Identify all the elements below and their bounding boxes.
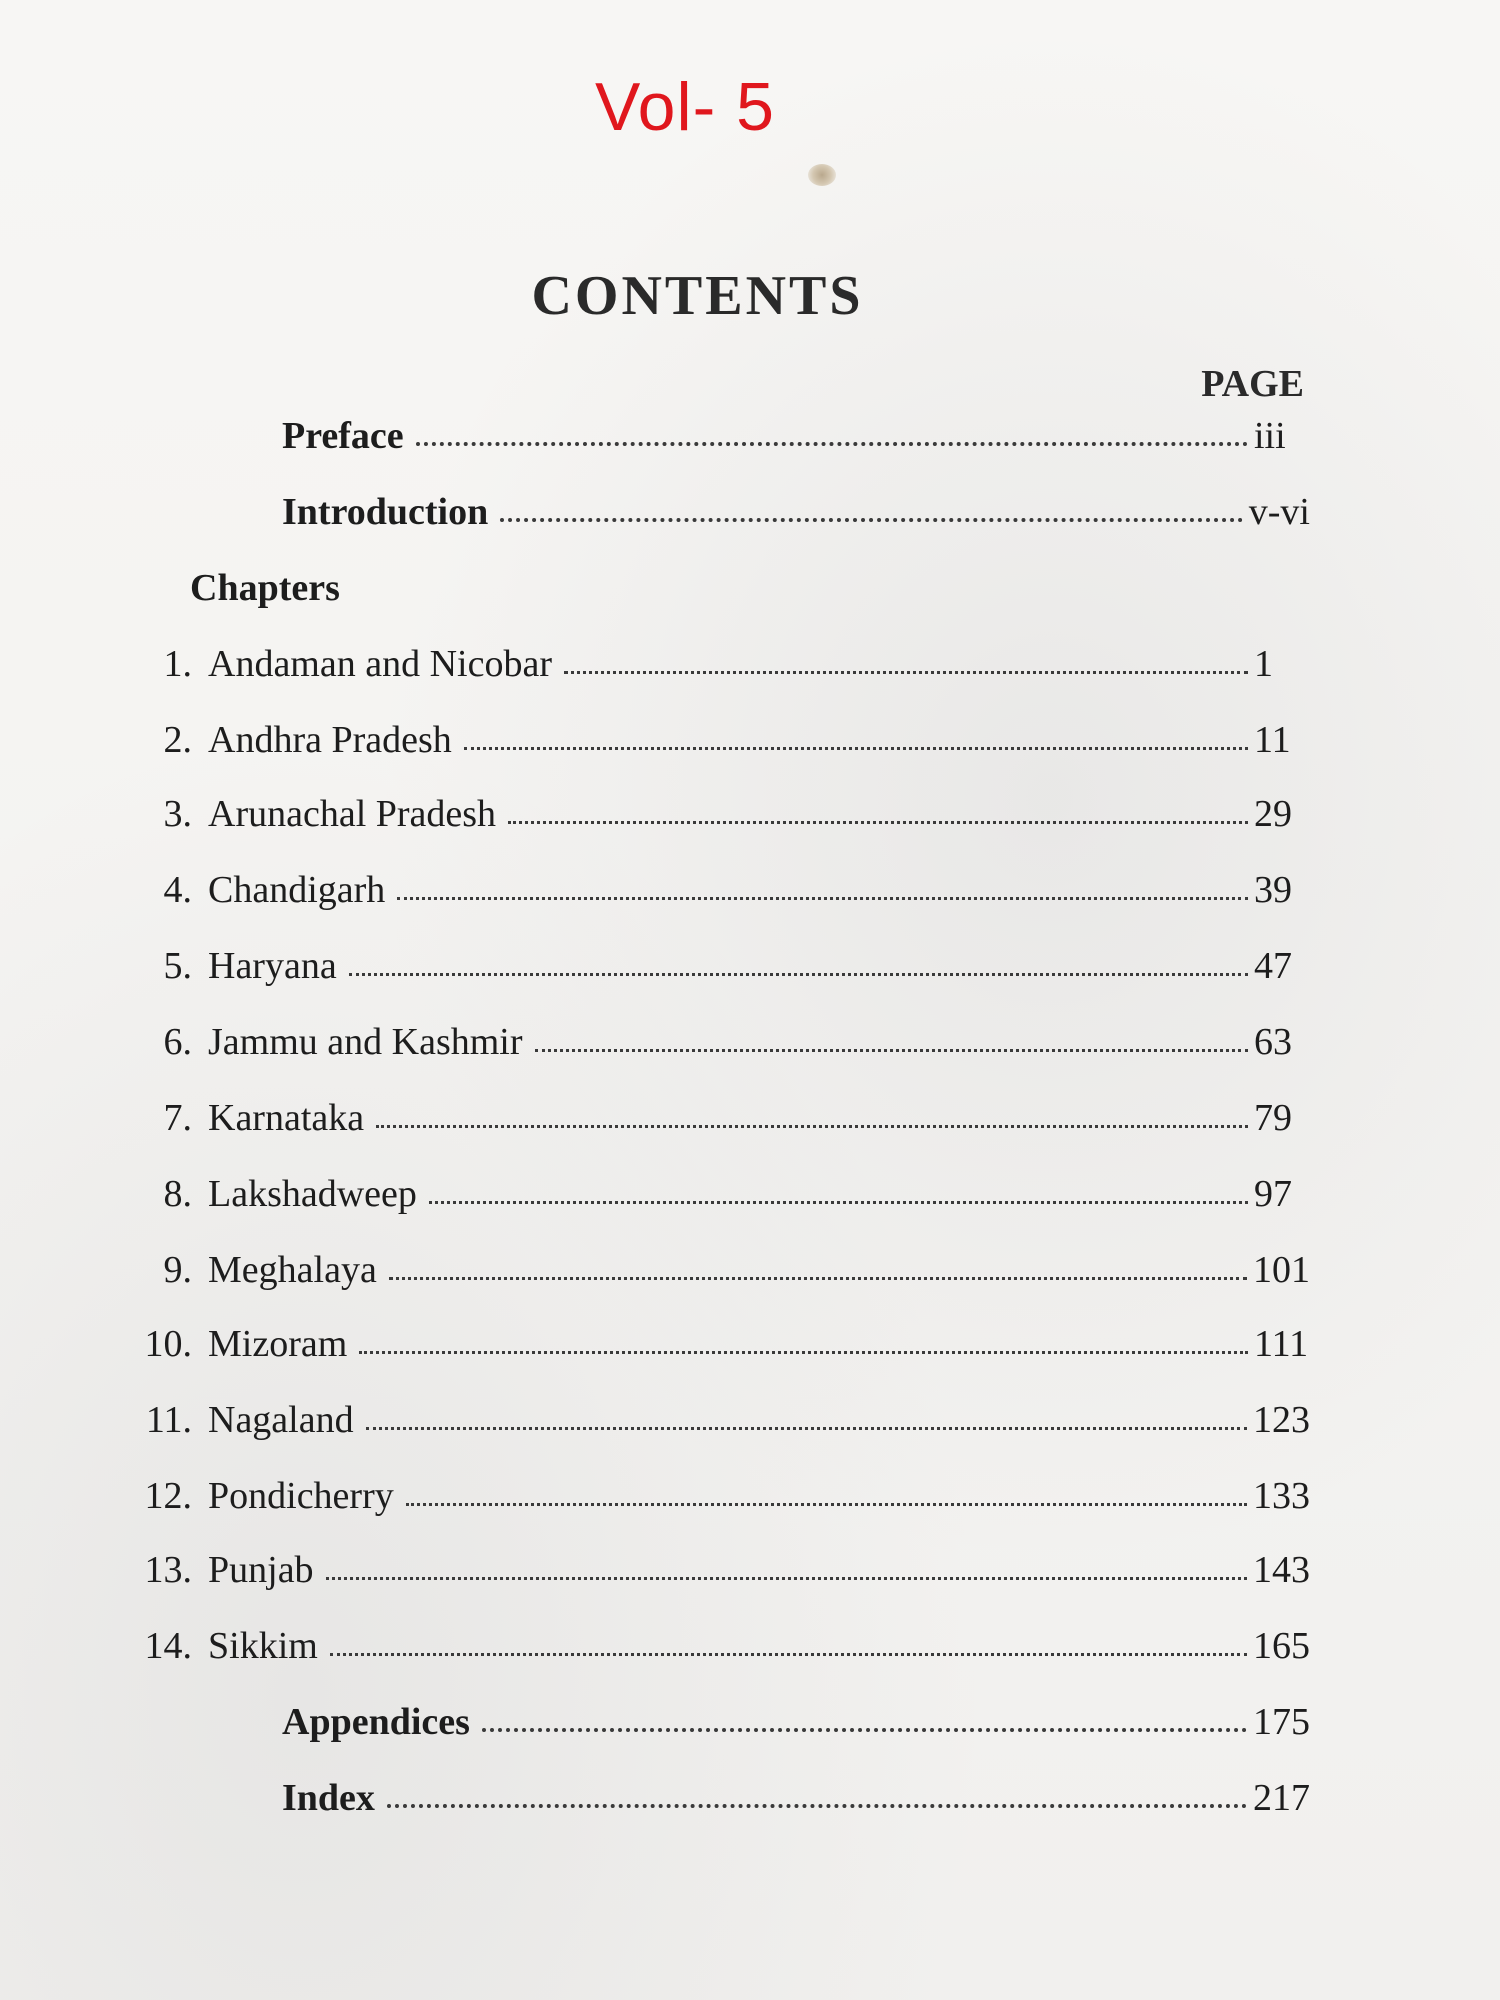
dot-leader bbox=[387, 1794, 1247, 1808]
toc-entry-chapter bbox=[100, 1622, 1310, 1670]
toc-entry-preface bbox=[100, 412, 1310, 460]
chapter-title: Lakshadweep bbox=[208, 1173, 417, 1215]
page-column-header: PAGE bbox=[1201, 363, 1304, 405]
toc-entry-chapter bbox=[100, 1018, 1310, 1066]
dot-leader bbox=[482, 1718, 1247, 1732]
chapter-number: 10. bbox=[144, 1323, 192, 1365]
toc-entry-chapter bbox=[100, 790, 1310, 838]
chapter-number: 11. bbox=[145, 1399, 192, 1441]
chapter-number: 12. bbox=[144, 1475, 192, 1517]
toc-entry-chapter bbox=[100, 1546, 1310, 1594]
chapter-title: Pondicherry bbox=[208, 1475, 394, 1517]
chapter-title: Mizoram bbox=[208, 1323, 348, 1365]
chapter-number: 9. bbox=[163, 1249, 192, 1291]
dot-leader bbox=[326, 1567, 1247, 1580]
chapter-number: 13. bbox=[144, 1549, 192, 1591]
chapter-page: 101 bbox=[1253, 1249, 1310, 1291]
toc-page-number: 175 bbox=[1253, 1701, 1310, 1743]
chapter-number: 14. bbox=[144, 1625, 192, 1667]
chapter-title: Andhra Pradesh bbox=[208, 719, 452, 761]
dot-leader bbox=[389, 1267, 1247, 1280]
toc-page-number: 217 bbox=[1253, 1777, 1310, 1819]
dot-leader bbox=[500, 508, 1243, 522]
toc-title: Appendices bbox=[282, 1701, 470, 1743]
dot-leader bbox=[330, 1643, 1247, 1656]
toc-entry-chapter bbox=[100, 942, 1310, 990]
chapter-title: Meghalaya bbox=[208, 1249, 377, 1291]
chapter-title: Punjab bbox=[208, 1549, 314, 1591]
chapter-number: 5. bbox=[163, 945, 192, 987]
chapter-page: 123 bbox=[1253, 1399, 1310, 1441]
toc-entry-chapter bbox=[100, 716, 1310, 764]
chapter-title: Nagaland bbox=[208, 1399, 354, 1441]
dot-leader bbox=[397, 887, 1248, 900]
chapter-title: Jammu and Kashmir bbox=[208, 1021, 523, 1063]
chapter-page: 29 bbox=[1254, 793, 1292, 835]
chapter-title: Andaman and Nicobar bbox=[208, 643, 552, 685]
chapter-number: 8. bbox=[163, 1173, 192, 1215]
toc-entry-chapter bbox=[100, 1246, 1310, 1294]
chapter-title: Haryana bbox=[208, 945, 337, 987]
dot-leader bbox=[359, 1341, 1248, 1354]
toc-title: Index bbox=[282, 1777, 375, 1819]
chapter-page: 47 bbox=[1254, 945, 1292, 987]
dot-leader bbox=[429, 1191, 1248, 1204]
toc-entry-chapter bbox=[100, 1320, 1310, 1368]
dot-leader bbox=[535, 1039, 1248, 1052]
toc-entry-chapter bbox=[100, 1170, 1310, 1218]
chapter-number: 1. bbox=[163, 643, 192, 685]
dot-leader bbox=[406, 1493, 1247, 1506]
dot-leader bbox=[349, 963, 1248, 976]
chapter-number: 3. bbox=[163, 793, 192, 835]
toc-title: Introduction bbox=[282, 491, 489, 533]
chapter-page: 79 bbox=[1254, 1097, 1292, 1139]
toc-entry-chapter bbox=[100, 1472, 1310, 1520]
toc-page-number: iii bbox=[1254, 415, 1286, 457]
toc-entry-appendices bbox=[100, 1698, 1310, 1746]
dot-leader bbox=[376, 1115, 1248, 1128]
toc-entry-introduction bbox=[100, 488, 1310, 536]
chapter-number: 2. bbox=[163, 719, 192, 761]
chapter-page: 63 bbox=[1254, 1021, 1292, 1063]
chapters-heading: Chapters bbox=[190, 567, 340, 609]
dot-leader bbox=[564, 661, 1248, 674]
chapter-title: Chandigarh bbox=[208, 869, 386, 911]
toc-entry-chapter bbox=[100, 1396, 1310, 1444]
dot-leader bbox=[416, 432, 1248, 446]
toc-entry-index bbox=[100, 1774, 1310, 1822]
chapter-title: Sikkim bbox=[208, 1625, 318, 1667]
chapter-page: 165 bbox=[1253, 1625, 1310, 1667]
dot-leader bbox=[464, 737, 1248, 750]
toc-entry-chapter bbox=[100, 866, 1310, 914]
chapter-title: Karnataka bbox=[208, 1097, 365, 1139]
toc-entry-chapter bbox=[100, 1094, 1310, 1142]
chapter-page: 39 bbox=[1254, 869, 1292, 911]
toc-title: Preface bbox=[282, 415, 404, 457]
toc-page-number: v-vi bbox=[1248, 491, 1310, 533]
dot-leader bbox=[366, 1417, 1247, 1430]
chapter-page: 1 bbox=[1254, 643, 1273, 685]
toc-entry-chapter bbox=[100, 640, 1310, 688]
page-title: CONTENTS bbox=[531, 265, 864, 327]
chapter-number: 4. bbox=[163, 869, 192, 911]
chapter-page: 111 bbox=[1254, 1323, 1309, 1365]
chapter-page: 97 bbox=[1254, 1173, 1292, 1215]
chapter-number: 6. bbox=[163, 1021, 192, 1063]
chapter-page: 143 bbox=[1253, 1549, 1310, 1591]
dot-leader bbox=[508, 811, 1248, 824]
chapter-number: 7. bbox=[163, 1097, 192, 1139]
chapter-page: 11 bbox=[1254, 719, 1291, 761]
volume-label: Vol- 5 bbox=[595, 69, 775, 145]
chapter-title: Arunachal Pradesh bbox=[208, 793, 497, 835]
chapter-page: 133 bbox=[1253, 1475, 1310, 1517]
paper-stain bbox=[808, 164, 836, 186]
